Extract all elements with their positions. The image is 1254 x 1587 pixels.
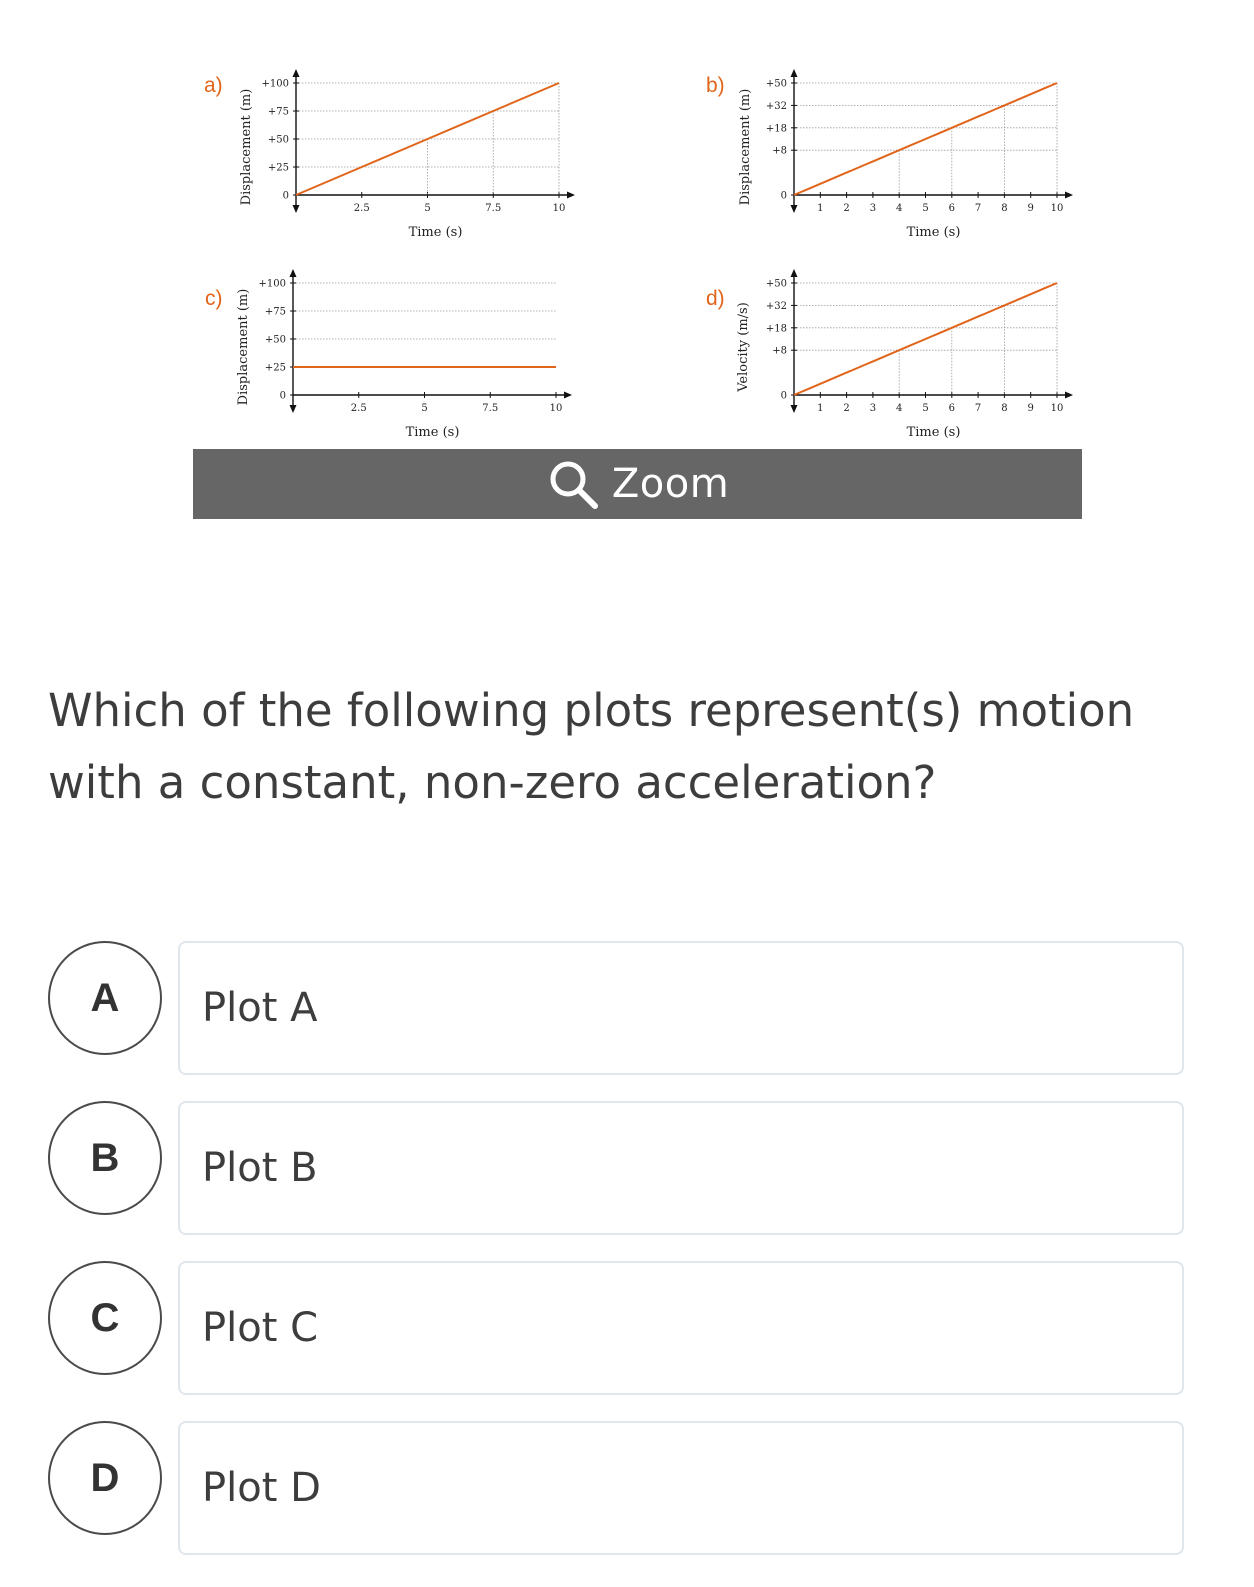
y-axis-label: Velocity (m/s)	[736, 302, 751, 392]
x-tick-label: 10	[549, 403, 563, 414]
x-tick-label: 3	[869, 403, 877, 414]
y-tick-label: +25	[264, 362, 286, 374]
y-axis-arrow-up	[791, 69, 798, 77]
y-tick-label: 0	[282, 190, 289, 202]
plot-tag-c: c)	[205, 287, 223, 310]
x-tick-label: 2	[843, 403, 850, 414]
x-tick-label: 5	[922, 203, 929, 214]
y-tick-label: +25	[267, 162, 289, 174]
x-tick-label: 2.5	[350, 403, 367, 414]
x-tick-label: 7	[974, 403, 982, 414]
x-axis-arrow	[564, 392, 572, 399]
zoom-label: Zoom	[611, 461, 730, 507]
y-axis-arrow-down	[290, 405, 297, 413]
x-tick-label: 4	[896, 203, 903, 214]
y-tick-label: +18	[765, 323, 787, 335]
y-axis-label: Displacement (m)	[239, 88, 254, 206]
plot-b	[706, 69, 1073, 240]
option-letter-circle[interactable]: D	[48, 1421, 162, 1535]
x-axis-label: Time (s)	[906, 425, 961, 440]
x-axis-label: Time (s)	[408, 225, 463, 240]
answer-text: Plot B	[202, 1145, 318, 1191]
zoom-button[interactable]	[193, 449, 1082, 519]
y-tick-label: +50	[264, 334, 286, 346]
question-text: Which of the following plots represent(s) motion with a constant, non-zero acceleration?	[48, 684, 1135, 809]
y-tick-label: +50	[765, 78, 787, 90]
x-tick-label: 7.5	[485, 203, 502, 214]
x-axis-arrow	[1065, 392, 1073, 399]
answer-box[interactable]	[178, 1101, 1184, 1235]
magnifier-icon	[546, 457, 600, 511]
x-tick-label: 10	[552, 203, 566, 214]
y-axis-label: Displacement (m)	[738, 88, 753, 206]
y-tick-label: +75	[264, 306, 286, 318]
y-axis-arrow-down	[293, 205, 300, 213]
y-tick-label: +100	[258, 278, 286, 290]
x-tick-label: 5	[922, 403, 929, 414]
answer-box[interactable]	[178, 1421, 1184, 1555]
x-tick-label: 5	[424, 203, 431, 214]
answer-text: Plot D	[202, 1465, 321, 1511]
y-tick-label: 0	[780, 190, 787, 202]
option-letter-circle[interactable]: B	[48, 1101, 162, 1215]
y-tick-label: 0	[279, 390, 286, 402]
x-tick-label: 3	[869, 203, 877, 214]
y-axis-arrow-down	[791, 205, 798, 213]
x-tick-label: 2.5	[353, 203, 370, 214]
y-axis-arrow-up	[791, 269, 798, 277]
plots-figure	[192, 60, 1082, 450]
plot-tag-a: a)	[204, 74, 223, 97]
y-axis-arrow-down	[791, 405, 798, 413]
x-axis-arrow	[1065, 192, 1073, 199]
x-tick-label: 1	[817, 203, 824, 214]
option-letter-circle[interactable]: C	[48, 1261, 162, 1375]
plot-tag-d: d)	[706, 287, 725, 310]
y-tick-label: +18	[765, 123, 787, 135]
data-curve-d	[794, 283, 1057, 395]
y-tick-label: 0	[780, 390, 787, 402]
y-tick-label: +8	[772, 145, 787, 157]
x-tick-label: 7.5	[482, 403, 499, 414]
y-tick-label: +50	[765, 278, 787, 290]
y-tick-label: +75	[267, 106, 289, 118]
data-curve-b	[794, 83, 1057, 195]
option-d[interactable]	[48, 1421, 1186, 1557]
x-tick-label: 9	[1027, 203, 1034, 214]
x-tick-label: 10	[1050, 403, 1064, 414]
y-tick-label: +8	[772, 345, 787, 357]
x-tick-label: 2	[843, 203, 850, 214]
option-c[interactable]	[48, 1261, 1186, 1397]
x-tick-label: 7	[974, 203, 982, 214]
x-tick-label: 8	[1001, 203, 1008, 214]
x-axis-label: Time (s)	[906, 225, 961, 240]
x-tick-label: 9	[1027, 403, 1034, 414]
y-axis-label: Displacement (m)	[236, 288, 251, 406]
answer-box[interactable]	[178, 941, 1184, 1075]
x-axis-label: Time (s)	[405, 425, 460, 440]
x-tick-label: 6	[948, 203, 955, 214]
option-letter-circle[interactable]: A	[48, 941, 162, 1055]
plot-c	[205, 269, 572, 440]
y-axis-arrow-up	[293, 69, 300, 77]
y-tick-label: +50	[267, 134, 289, 146]
answer-box[interactable]	[178, 1261, 1184, 1395]
plot-tag-b: b)	[706, 74, 725, 97]
x-tick-label: 8	[1001, 403, 1008, 414]
x-tick-label: 5	[421, 403, 428, 414]
option-b[interactable]	[48, 1101, 1186, 1237]
y-tick-label: +32	[765, 300, 787, 312]
x-axis-arrow	[567, 192, 575, 199]
answer-text: Plot C	[202, 1305, 319, 1351]
y-tick-label: +100	[261, 78, 289, 90]
y-tick-label: +32	[765, 100, 787, 112]
plot-a	[204, 69, 575, 240]
option-a[interactable]	[48, 941, 1186, 1077]
x-tick-label: 10	[1050, 203, 1064, 214]
x-tick-label: 4	[896, 403, 903, 414]
answer-text: Plot A	[202, 985, 318, 1031]
x-tick-label: 1	[817, 403, 824, 414]
plot-d	[706, 269, 1073, 440]
y-axis-arrow-up	[290, 269, 297, 277]
x-tick-label: 6	[948, 403, 955, 414]
figure-panel	[192, 60, 1082, 450]
